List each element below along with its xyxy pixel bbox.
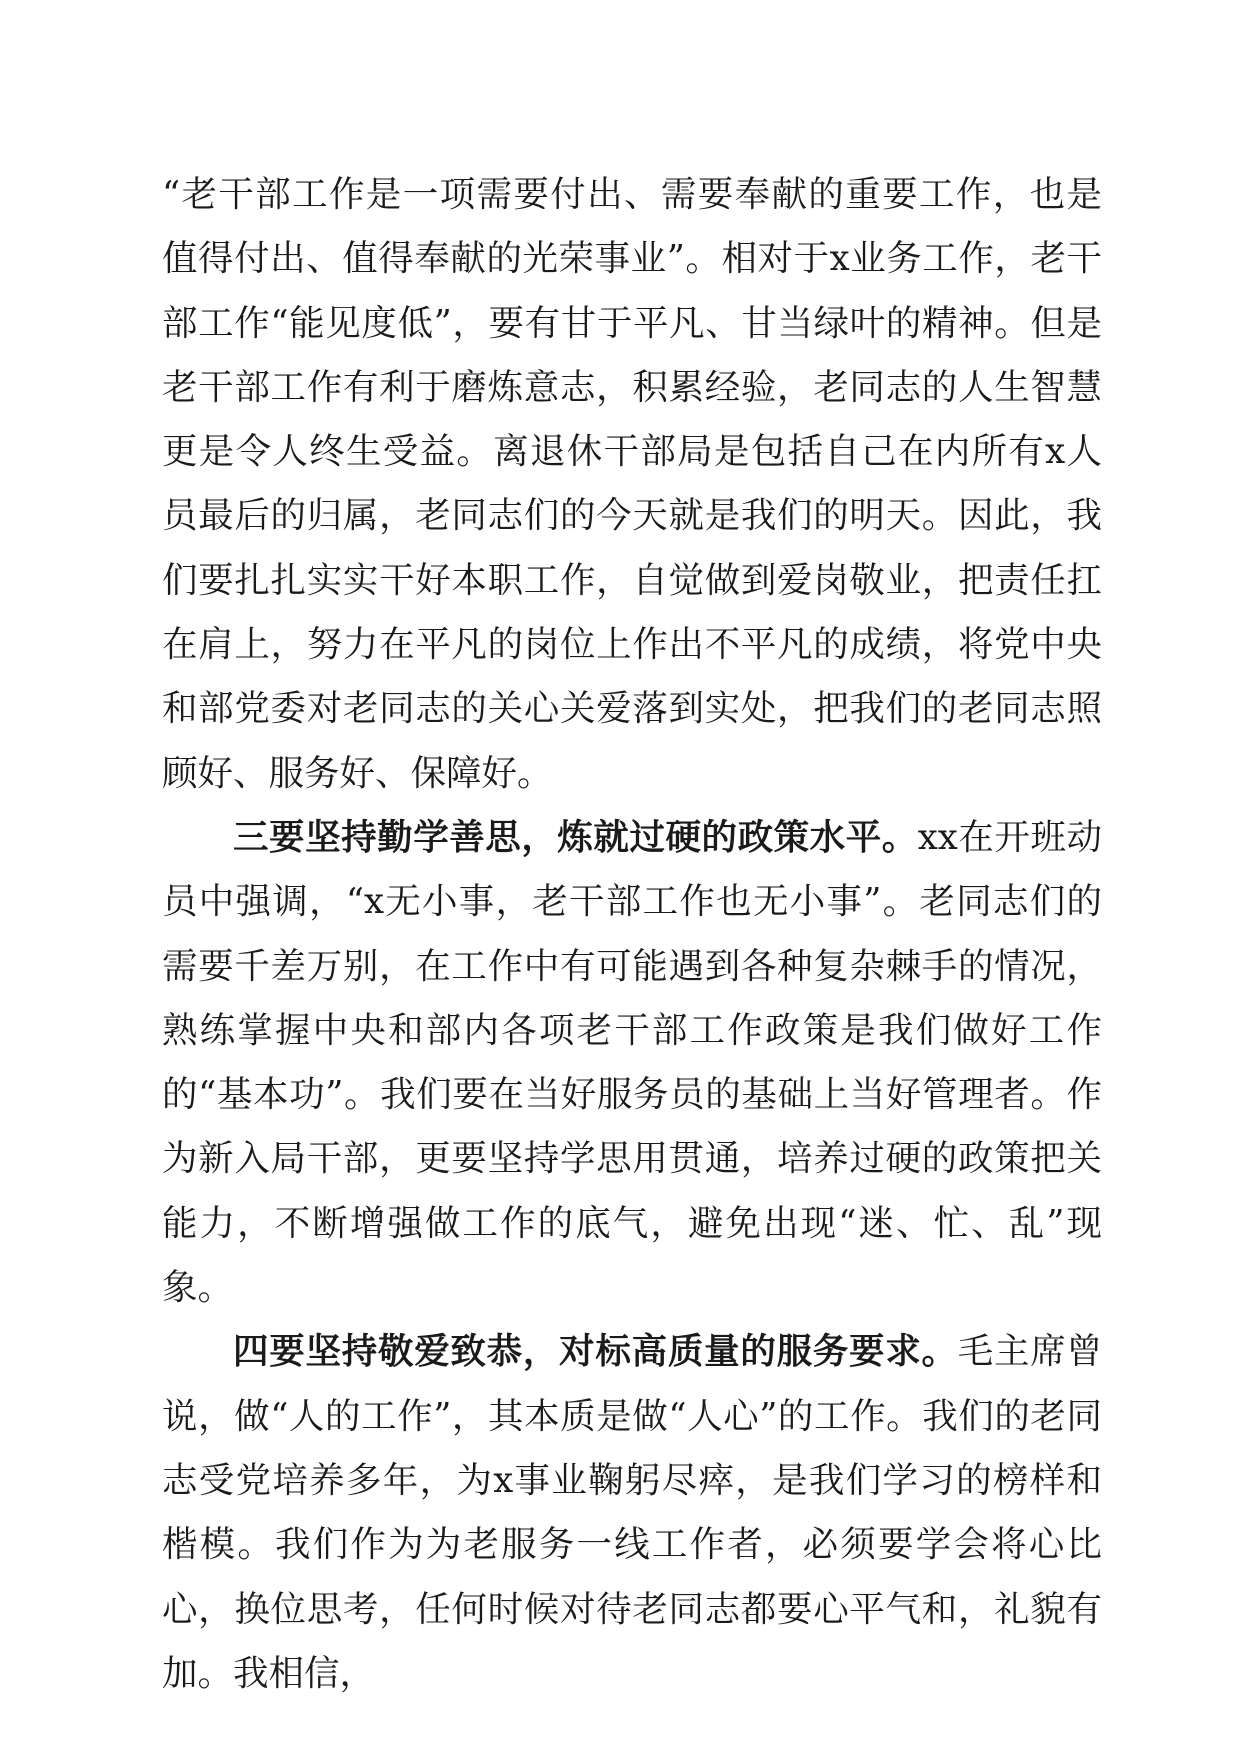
document-body <box>162 163 1102 1706</box>
paragraph-text: “老干部工作是一项需要付出、需要奉献的重要工作，也是值得付出、值得奉献的光荣事业”。相对于x业务工作，老干部工作“能见度低”，要有甘于平凡、甘当绿叶的精神。但是老干部工作有利于磨炼意志，积累经验，老同志的人生智慧更是令人终生受益。离退休干部局是包括自己在内所有x人员最后的归属，老同志们的今天就是我们的明天。因此，我们要扎扎实实干好本职工作，自觉做到爱岗敬业，把责任扛在肩上，努力在平凡的岗位上作出不平凡的成绩，将党中央和部党委对老同志的关心关爱落到实处，把我们的老同志照顾好、服务好、保障好。 <box>162 174 1102 794</box>
paragraph-lead-heading: 四要坚持敬爱致恭，对标高质量的服务要求。 <box>233 1331 958 1373</box>
paragraph-lead-heading: 三要坚持勤学善思，炼就过硬的政策水平。 <box>233 816 918 858</box>
paragraph-text: xx在开班动员中强调，“x无小事，老干部工作也无小事”。老同志们的需要千差万别，在工作中有可能遇到各种复杂棘手的情况，熟练掌握中央和部内各项老干部工作政策是我们做好工作的“基本功”。我们要在当好服务员的基础上当好管理者。作为新入局干部，更要坚持学思用贯通，培养过硬的政策把关能力，不断增强做工作的底气，避免出现“迷、忙、乱”现象。 <box>162 816 1102 1309</box>
paragraph-continuation <box>162 163 1102 806</box>
paragraph-point-three <box>162 806 1102 1320</box>
paragraph-point-four <box>162 1320 1102 1706</box>
paragraph-text: 毛主席曾说，做“人的工作”，其本质是做“人心”的工作。我们的老同志受党培养多年，为x事业鞠躬尽瘁，是我们学习的榜样和楷模。我们作为为老服务一线工作者，必须要学会将心比心，换位思考，任何时候对待老同志都要心平气和，礼貌有加。我相信， <box>162 1331 1102 1694</box>
